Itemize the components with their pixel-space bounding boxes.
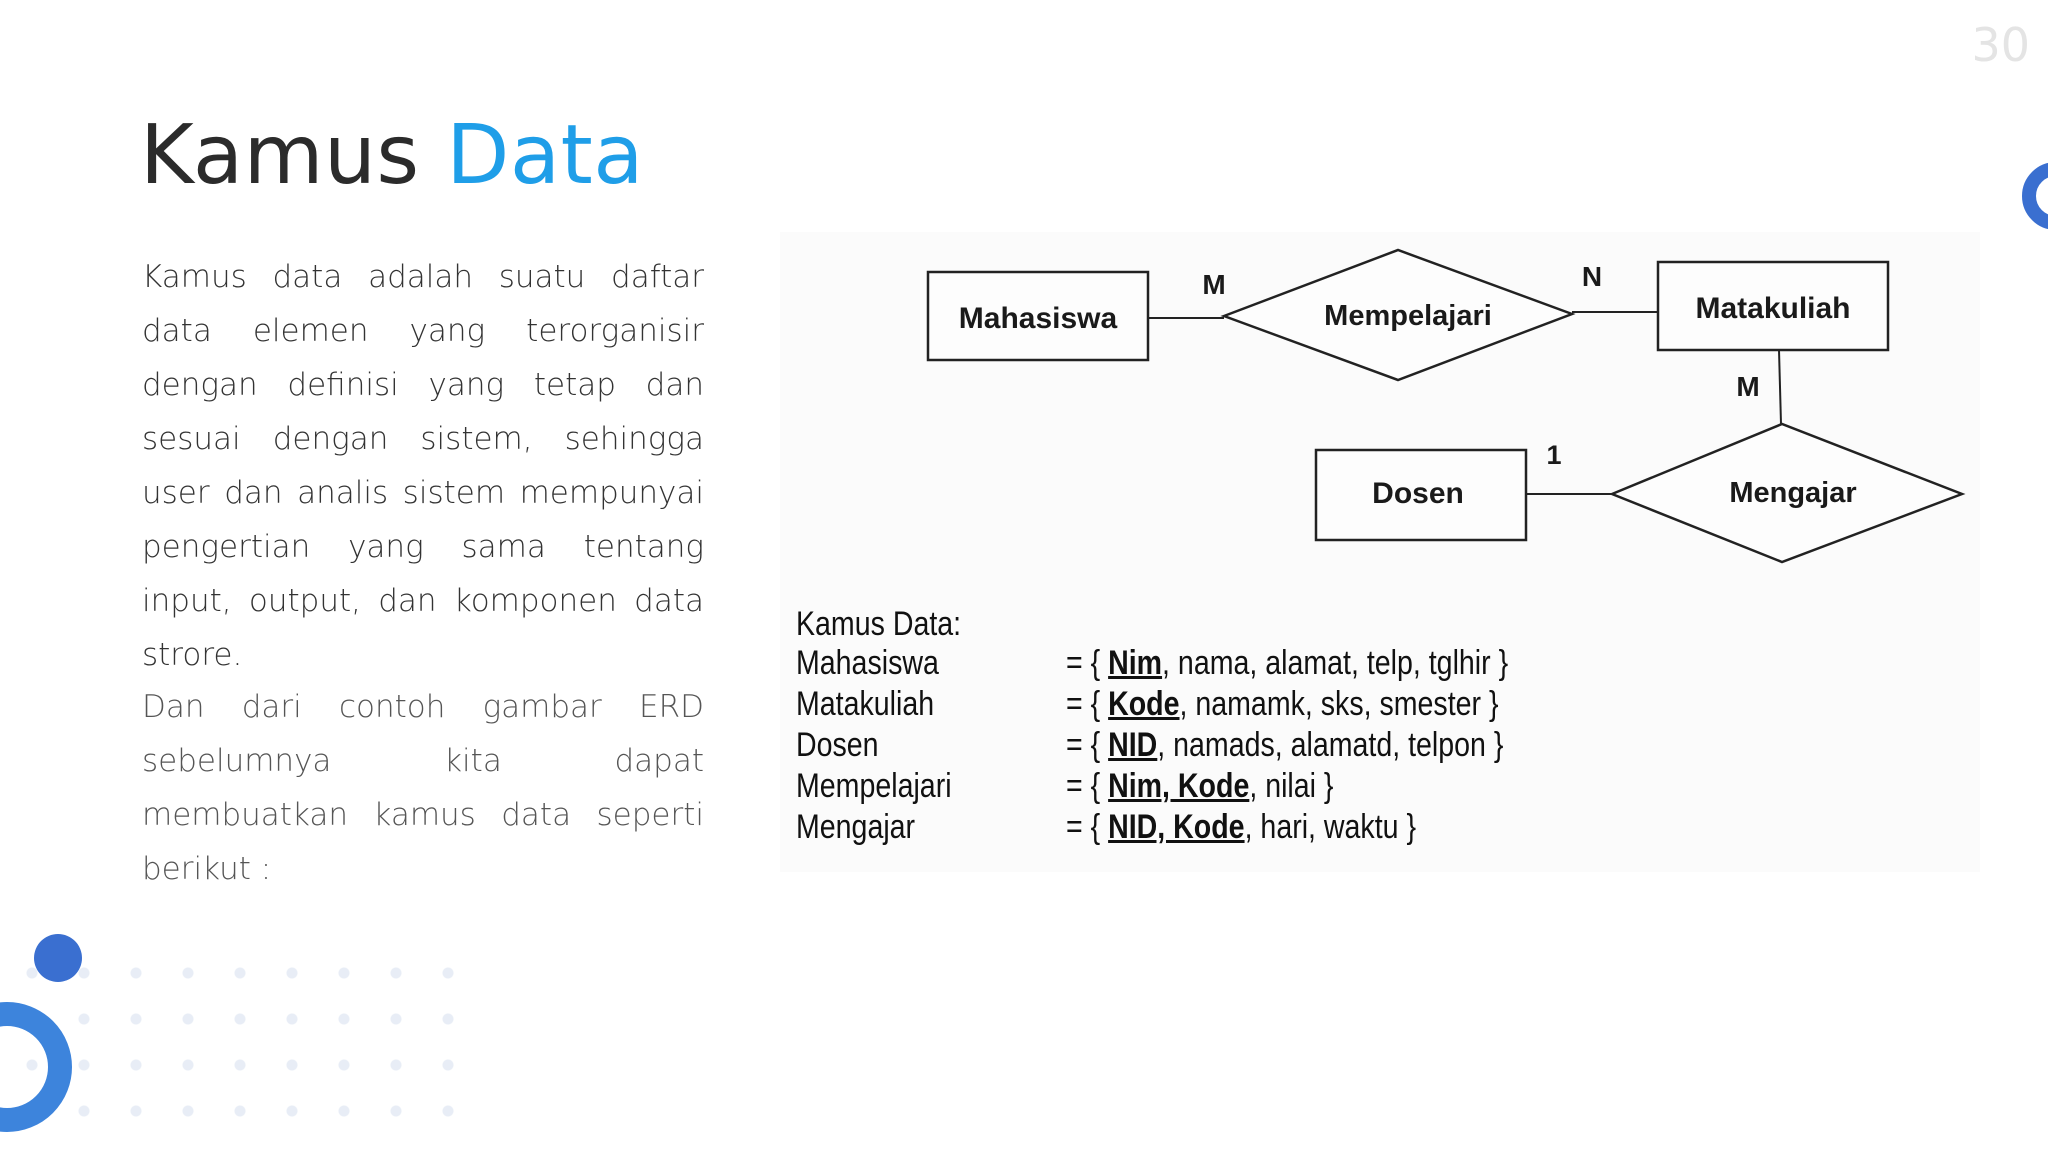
kamus-entity: Dosen [796,726,879,764]
kamus-data-title: Kamus Data: [796,605,962,643]
kamus-data-list [796,604,1956,849]
kamus-row [796,726,1956,767]
kamus-definition: = { NID, Kode, hari, waktu } [1066,808,1417,846]
cardinality-matakuliah: N [1581,261,1603,292]
line-matakuliah-mengajar [1779,350,1781,424]
primary-key: NID [1108,726,1158,764]
entity-dosen-label: Dosen [1372,477,1464,510]
definition-paragraph: Kamus data adalah suatu daftar data elemen yang terorganisir dengan definisi yang tetap dan sesuai dengan sistem, sehingga user dan analis sistem mempunyai pengertian yang sama tentang input, output, dan komponen data strore. [142,259,704,673]
primary-key: Nim, Kode [1108,767,1250,805]
decorative-ring-right [2022,162,2048,230]
kamus-entity: Mempelajari [796,767,952,805]
kamus-row [796,767,1956,808]
relation-mempelajari-label: Mempelajari [1324,300,1492,332]
kamus-row [796,685,1956,726]
kamus-row [796,808,1956,849]
primary-key: Nim [1108,644,1163,682]
erd-figure [780,232,1980,872]
example-paragraph: Dan dari contoh gambar ERD sebelumnya kita dapat membuatkan kamus data seperti berikut : [142,689,704,887]
kamus-entity: Mengajar [796,808,916,846]
entity-mahasiswa-label: Mahasiswa [958,302,1118,335]
primary-key: Kode [1108,685,1180,723]
decorative-circle [34,934,82,982]
entity-matakuliah-label: Matakuliah [1695,292,1851,325]
page-title [140,108,644,203]
title-accent: Data [446,108,645,203]
title-prefix: Kamus [140,108,420,203]
relation-mengajar-label: Mengajar [1729,477,1857,509]
kamus-definition: = { Nim, Kode, nilai } [1066,767,1334,805]
kamus-entity: Matakuliah [796,685,935,723]
kamus-entity: Mahasiswa [796,644,939,682]
kamus-row [796,644,1956,685]
cardinality-matakuliah-mengajar: M [1736,371,1760,402]
kamus-definition: = { Nim, nama, alamat, telp, tglhir } [1066,644,1509,682]
primary-key: NID, Kode [1108,808,1245,846]
page-number: 30 [1971,18,2030,72]
kamus-definition: = { NID, namads, alamatd, telpon } [1066,726,1504,764]
kamus-definition: = { Kode, namamk, sks, smester } [1066,685,1499,723]
cardinality-mahasiswa: M [1202,269,1226,300]
cardinality-dosen: 1 [1546,440,1562,470]
